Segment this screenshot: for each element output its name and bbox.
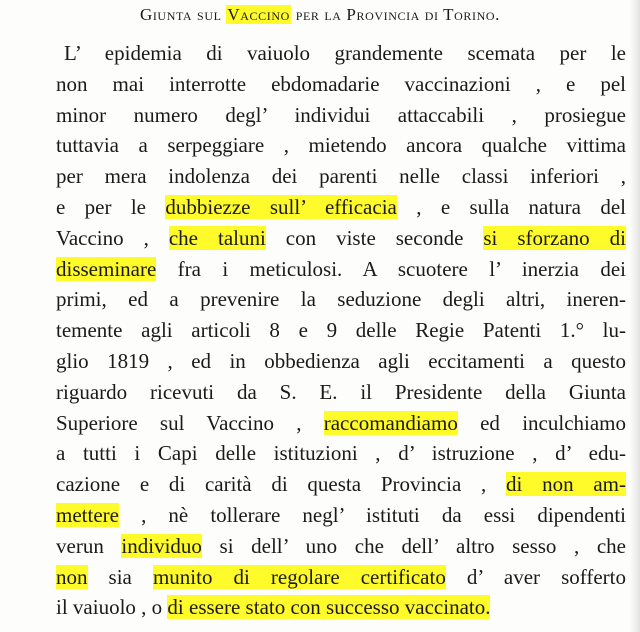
text-line — [56, 346, 626, 376]
highlighted-phrase: raccomandiamo — [323, 410, 458, 435]
text-segment: , e sulla natura del — [396, 195, 626, 219]
text-line — [56, 130, 626, 160]
text-segment: per mera indolenza dei parenti nelle classi inferiori , — [56, 164, 626, 189]
highlighted-phrase: individuo — [121, 533, 202, 558]
text-segment: Vaccino , — [56, 225, 169, 250]
text-segment: sia — [87, 564, 153, 589]
text-line — [56, 161, 626, 191]
text-segment: temente agli articoli 8 e 9 delle Regie Patenti 1.° lu- — [56, 318, 626, 343]
text-line — [56, 223, 626, 253]
text-line — [56, 254, 626, 284]
text-segment: glio 1819 , ed in obbedienza agli eccitamenti a questo — [56, 349, 626, 373]
text-line — [64, 38, 626, 68]
text-segment: L’ epidemia di vaiuolo grandemente scemata per le — [64, 41, 626, 65]
text-line — [56, 438, 626, 468]
highlighted-phrase: di essere stato con successo vaccinato. — [167, 595, 491, 620]
text-segment: si dell’ uno che dell’ altro sesso , che — [201, 533, 626, 558]
text-segment: e per le — [56, 195, 166, 219]
highlighted-phrase: che taluni — [168, 225, 266, 250]
page-edge-shadow — [630, 0, 640, 632]
text-segment: ed inculchiamo — [457, 410, 627, 435]
text-line — [56, 315, 626, 345]
highlighted-phrase: di non am- — [506, 472, 626, 497]
text-line — [56, 500, 626, 530]
text-segment: d’ aver sofferto — [445, 564, 627, 589]
heading-text-after: per la Provincia di Torino. — [290, 5, 501, 24]
text-line — [56, 284, 626, 314]
text-segment: il vaiuolo , o — [56, 595, 168, 620]
highlighted-phrase: mettere — [56, 503, 119, 527]
highlighted-phrase: non — [56, 564, 88, 589]
text-segment: tuttavia a serpeggiare , mietendo ancora qualche vittima — [56, 133, 626, 158]
text-segment: verun — [56, 533, 122, 558]
text-line — [56, 469, 626, 499]
text-segment: riguardo ricevuti da S. E. il Presidente della Giunta — [56, 379, 626, 404]
text-line — [56, 531, 626, 561]
text-line — [56, 562, 626, 592]
text-segment: con viste seconde — [265, 225, 484, 250]
text-segment: non mai interrotte ebdomadarie vaccinazioni , e pel — [56, 71, 626, 96]
text-segment: minor numero degl’ individui attaccabili , prosiegue — [56, 102, 626, 127]
text-line — [56, 100, 626, 130]
text-line — [56, 408, 626, 438]
highlighted-phrase: disseminare — [56, 256, 157, 281]
text-segment: primi, ed a prevenire la seduzione degli altri, ineren- — [56, 287, 626, 312]
text-line — [56, 192, 626, 222]
document-heading — [0, 5, 640, 25]
text-line — [56, 377, 626, 407]
heading-highlight: Vaccino — [227, 5, 290, 24]
text-line — [56, 592, 490, 622]
text-segment: Superiore sul Vaccino , — [56, 410, 324, 435]
highlighted-phrase: dubbiezze sull’ efficacia — [165, 195, 397, 219]
highlighted-phrase: si sforzano di — [483, 225, 626, 250]
text-segment: , nè tollerare negl’ istituti da essi dipendenti — [118, 503, 626, 527]
text-segment: a tutti i Capi delle istituzioni , d’ istruzione , d’ edu- — [56, 441, 626, 466]
text-segment: fra i meticulosi. A scuotere l’ inerzia dei — [156, 256, 626, 281]
text-segment: cazione e di carità di questa Provincia , — [56, 472, 507, 497]
highlighted-phrase: munito di regolare certificato — [152, 564, 446, 589]
text-line — [56, 69, 626, 99]
heading-text-before: Giunta sul — [139, 5, 227, 24]
